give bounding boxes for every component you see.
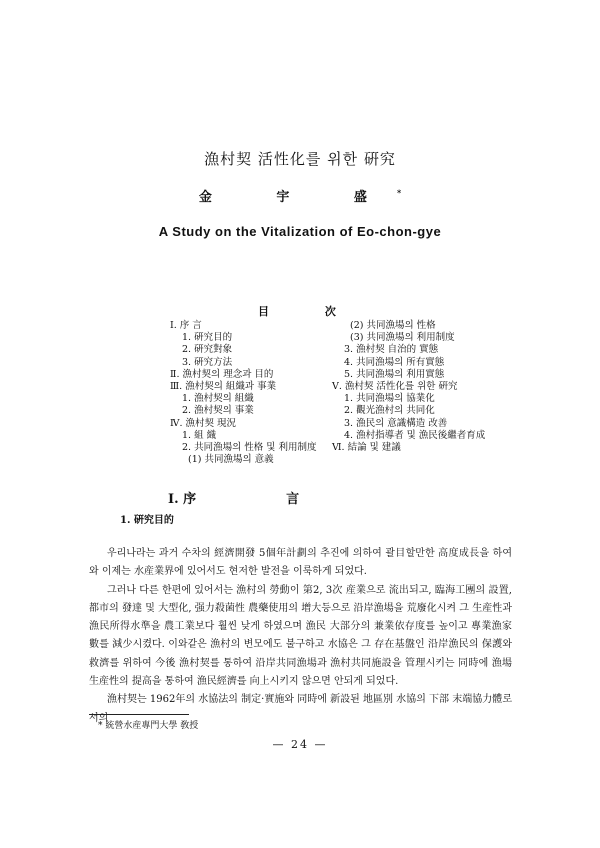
toc-item: 4. 漁村指導者 및 漁民後繼者育成 [344,429,486,441]
toc-item: Ⅲ. 漁村契의 組織과 事業 [170,381,277,393]
author-text: 金 宇 盛 [198,190,397,205]
footnote: * 統營水産專門大學 敎授 [98,721,199,731]
toc-right-column [332,320,485,454]
toc-item: Ⅵ. 結論 및 建議 [332,442,401,454]
paragraph-3: 漁村契는 1962年의 水協法의 制定·實施와 同時에 新設된 地區別 水協의 下部 末端協力體로서의 [89,694,512,724]
toc-item: Ⅳ. 漁村契 現況 [170,417,237,429]
toc-item: Ⅱ. 漁村契의 理念과 目的 [170,368,274,380]
toc-item: 4. 共同漁場의 所有實態 [344,356,445,368]
body-text [89,545,512,728]
toc-item: (3) 共同漁場의 利用制度 [350,332,455,344]
toc-item: 1. 硏究目的 [182,332,233,344]
toc-item: 2. 硏究對象 [182,344,233,356]
section-word: 言 [286,492,300,507]
paragraph-1: 우리나라는 과거 수차의 經濟開發 5個年計劃의 추진에 의하여 괄目할만한 高度成長을 하여와 이제는 水産業界에 있어서도 현저한 발전을 이룩하게 되었다. [89,548,512,578]
toc-heading: 目 次 [258,305,362,318]
subsection-heading: 1. 硏究目的 [120,515,174,526]
footnote-divider [89,714,189,715]
section-number: Ⅰ. 序 [168,492,197,507]
english-title: A Study on the Vitalization of Eo-chon-gye [158,224,442,239]
toc-item: 2. 觀光漁村의 共同化 [344,405,435,417]
toc-item: 3. 漁民의 意識構造 改善 [344,417,448,429]
toc-item: 3. 硏究方法 [182,356,233,368]
toc-item: Ⅰ. 序 言 [170,320,202,331]
author-footnote-mark: * [396,187,402,198]
paper-title: 漁村契 活性化를 위한 硏究 [204,150,396,168]
toc-item: 2. 共同漁場의 性格 및 利用制度 [182,442,317,454]
toc-item: 5. 共同漁場의 利用實態 [344,368,445,380]
toc-item: (1) 共同漁場의 意義 [188,454,274,466]
author-name [0,186,600,205]
page-number: — 24 — [272,738,328,751]
paragraph-2: 그러나 다른 한편에 있어서는 漁村의 勞動이 第2, 3次 産業으로 流出되고, 臨海工團의 設置, 都市의 發達 및 大型化, 强力殺菌性 農藥使用의 增大등으로 沿岸漁場을 荒廢化시켜 그 生産性과 漁民所得水準을 農工業보다 훨씬 낮게 하였으며 漁民 大部分의 兼業依存度를 높이고 專業漁家數를 減少시켰다. 이와같은 漁村의 변모에도 불구하고 水協은 그 存在基盤인 沿岸漁民의 保護와 救濟를 위하여 今後 漁村契를 통하여 沿岸共同漁場과 漁村共同施設을 管理시키는 同時에 漁場生産性의 提高을 통하여 漁民經濟를 向上시키지 않으면 안되게 되었다. [89,584,512,688]
toc-item: 1. 共同漁場의 協業化 [344,393,435,405]
toc-item: 1. 組 織 [182,429,217,441]
toc-item: (2) 共同漁場의 性格 [350,320,436,331]
toc-left-column [170,320,317,466]
toc-item: 1. 漁村契의 組織 [182,393,254,405]
toc-item: 3. 漁村契 自治的 實態 [344,344,439,356]
toc-item: 2. 漁村契의 事業 [182,405,254,417]
toc-item: Ⅴ. 漁村契 活性化를 위한 硏究 [332,381,458,393]
section-heading [168,488,299,507]
